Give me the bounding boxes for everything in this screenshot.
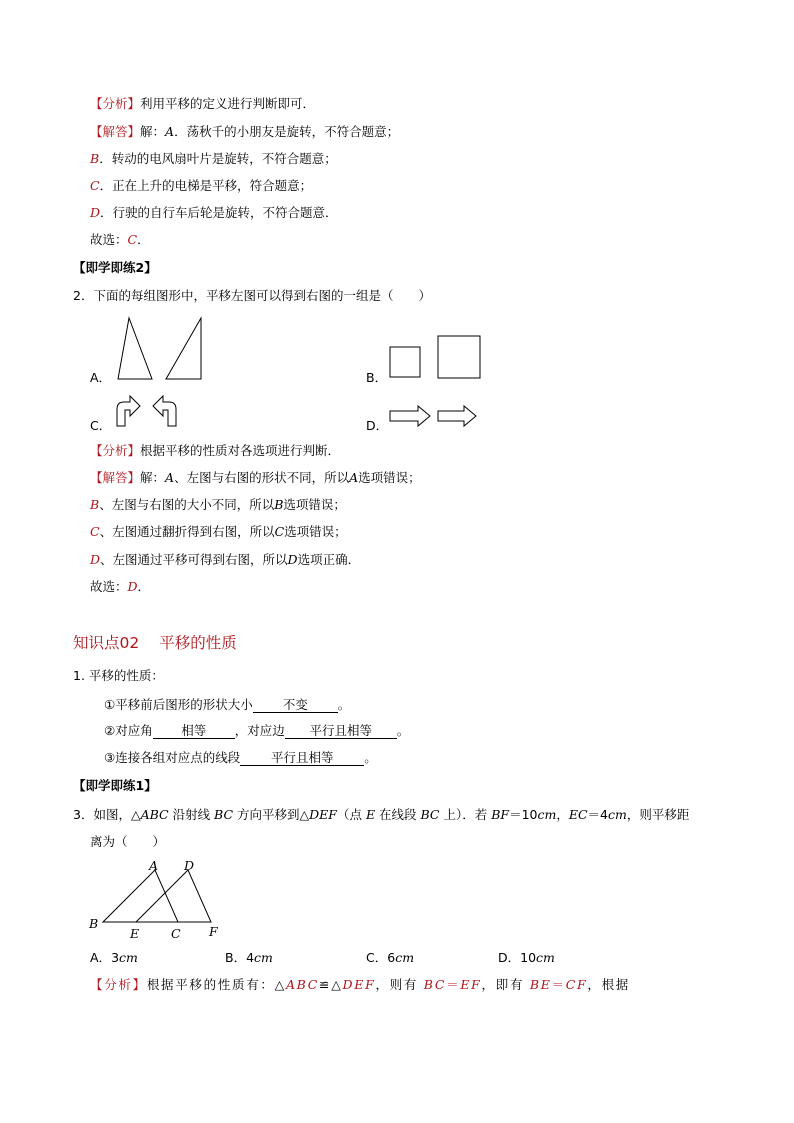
large-square-shape	[438, 336, 480, 378]
property-text: ③连接各组对应点的线段	[104, 750, 241, 765]
q-text: ，则平移距	[626, 807, 690, 822]
option-c-label: C．	[90, 418, 112, 433]
property-heading: 1. 平移的性质：	[73, 668, 164, 683]
answer-line-d	[90, 205, 338, 221]
label-a: A	[149, 858, 159, 873]
answer-text-end: 选项错误；	[283, 497, 346, 512]
analysis-var: BE	[529, 977, 552, 992]
option-unit: cm	[536, 950, 555, 965]
property-text: ②对应角	[104, 723, 153, 738]
choice-line-2	[90, 579, 150, 595]
option-num: 3	[111, 950, 120, 965]
analysis-line-1	[90, 96, 315, 112]
solution-line-d	[90, 552, 360, 568]
q-unit: cm	[608, 807, 627, 822]
option-d-figure	[388, 404, 480, 428]
q-var: BC	[214, 807, 234, 822]
analysis-var: EF	[460, 977, 482, 992]
option-b	[225, 950, 273, 966]
option-num: 4	[246, 950, 255, 965]
analysis-var: CF	[565, 977, 588, 992]
option-unit: cm	[254, 950, 273, 965]
practice-header: 【即学即练2】	[73, 260, 157, 275]
analysis-text: ≌△	[319, 977, 343, 992]
option-a-figure	[110, 315, 210, 385]
choice-letter: D	[127, 579, 138, 594]
choice-letter: C	[127, 232, 138, 247]
option-letter: C	[90, 524, 100, 539]
q-var: DEF	[309, 807, 337, 822]
answer-text: ．荡秋千的小朋友是旋转，不符合题意；	[174, 124, 400, 139]
triangle-abc-shape	[103, 870, 178, 922]
option-letter: C	[90, 178, 100, 193]
analysis-text: ，根据	[587, 977, 630, 992]
option-label: A．	[90, 950, 112, 965]
analysis-var: DEF	[342, 977, 376, 992]
question-number: 2	[73, 288, 81, 303]
analysis-text: ，则有	[375, 977, 424, 992]
property-end: 。	[396, 723, 410, 738]
q-var: BC	[420, 807, 440, 822]
analysis-tag: 【分析】	[90, 977, 147, 992]
option-num: 6	[387, 950, 396, 965]
option-letter: D	[90, 552, 101, 567]
property-2	[104, 723, 409, 739]
q-var: ABC	[140, 807, 169, 822]
property-1	[104, 697, 350, 713]
answer-text: 、左图通过平移可得到右图，所以	[100, 552, 288, 567]
option-letter-ref: C	[274, 524, 285, 539]
option-unit: cm	[395, 950, 415, 965]
question-2	[73, 288, 431, 304]
label-d: D	[184, 858, 195, 873]
answer-text: ．正在上升的电梯是平移，符合题意；	[99, 178, 313, 193]
label-c: C	[171, 926, 181, 941]
analysis-line-3	[90, 977, 630, 993]
section-subtitle: 平移的性质	[159, 634, 237, 652]
choice-suffix: ．	[137, 232, 150, 247]
analysis-var: BC	[423, 977, 447, 992]
answer-text: 、左图与右图的形状不同，所以	[174, 470, 350, 485]
answer-blank: 不变	[253, 697, 338, 713]
option-letter-ref: A	[349, 470, 359, 485]
question-3-line-1	[73, 807, 689, 823]
property-3	[104, 750, 377, 766]
q-text: 沿射线	[168, 807, 215, 822]
answer-blank: 平行且相等	[285, 723, 397, 739]
option-a	[90, 950, 138, 966]
analysis-text: ＝	[446, 977, 461, 992]
choice-line	[90, 232, 150, 248]
option-a-label: A．	[90, 370, 112, 385]
small-square-shape	[390, 347, 420, 377]
option-d	[498, 950, 555, 966]
choice-prefix: 故选：	[90, 579, 128, 594]
q-var: EC	[568, 807, 588, 822]
option-letter: A	[165, 470, 175, 485]
option-letter: B	[90, 151, 100, 166]
answer-tag: 【解答】	[90, 470, 141, 485]
practice-header: 【即学即练1】	[73, 778, 157, 793]
answer-blank: 相等	[153, 723, 235, 739]
analysis-text: 根据平移的性质对各选项进行判断．	[140, 443, 341, 458]
answer-intro: 解：	[140, 124, 166, 139]
section-number: 知识点02	[73, 634, 140, 652]
analysis-var: ABC	[285, 977, 320, 992]
answer-blank: 平行且相等	[240, 750, 364, 766]
analysis-text: 利用平移的定义进行判断即可．	[140, 96, 316, 111]
option-label: B．	[225, 950, 247, 965]
option-letter: D	[90, 205, 101, 220]
option-label: D．	[498, 950, 521, 965]
answer-text-end: 选项正确．	[297, 552, 361, 567]
analysis-text: 根据平移的性质有：△	[146, 977, 286, 992]
analysis-tag: 【分析】	[90, 443, 141, 458]
answer-intro: 解：	[140, 470, 166, 485]
section-title	[73, 633, 237, 653]
question-number: 3	[73, 807, 81, 822]
label-b: B	[89, 916, 99, 931]
q-var: E	[365, 807, 376, 822]
label-f: F	[209, 924, 218, 939]
q-text: 在线段	[375, 807, 421, 822]
property-end: 。	[364, 750, 377, 765]
choice-suffix: ．	[137, 579, 151, 594]
option-b-figure	[388, 333, 488, 383]
solution-line-c	[90, 524, 347, 540]
option-letter-ref: B	[274, 497, 284, 512]
option-label: C．	[366, 950, 388, 965]
option-d-label: D．	[366, 418, 389, 433]
bent-arrow-left-shape	[153, 396, 176, 426]
q-text: 上）．若	[439, 807, 492, 822]
q-text: ．如图，△	[80, 807, 141, 822]
answer-text: ．转动的电风扇叶片是旋转，不符合题意；	[99, 151, 337, 166]
analysis-text: ＝	[551, 977, 566, 992]
analysis-text: ，即有	[481, 977, 530, 992]
analysis-tag: 【分析】	[90, 96, 141, 111]
answer-text: 、左图与右图的大小不同，所以	[99, 497, 275, 512]
option-letter: A	[165, 124, 175, 139]
property-end: 。	[337, 697, 351, 712]
question-3-line-2: 离为（ ）	[90, 834, 166, 849]
q-text: ＝4	[587, 807, 608, 822]
q-text: 方向平移到△	[233, 807, 310, 822]
option-c-figure	[112, 393, 182, 429]
answer-tag: 【解答】	[90, 124, 141, 139]
answer-line-c	[90, 178, 312, 194]
q-text: （点	[336, 807, 366, 822]
option-c	[366, 950, 414, 966]
block-arrow-2-shape	[438, 406, 476, 426]
option-num: 10	[520, 950, 537, 965]
choice-prefix: 故选：	[90, 232, 128, 247]
option-unit: cm	[119, 950, 138, 965]
answer-text: ．行驶的自行车后轮是旋转，不符合题意．	[100, 205, 338, 220]
property-text: ①平移前后图形的形状大小	[104, 697, 253, 712]
right-triangle-shape	[166, 318, 201, 379]
q-var: BF	[491, 807, 510, 822]
option-b-label: B．	[366, 370, 388, 385]
property-mid: ，对应边	[234, 723, 285, 738]
question-text: ．下面的每组图形中，平移左图可以得到右图的一组是（ ）	[80, 288, 431, 303]
bent-arrow-right-shape	[117, 396, 140, 426]
q-unit: cm	[537, 807, 557, 822]
tall-triangle-shape	[118, 318, 152, 379]
answer-line-b	[90, 151, 337, 167]
answer-text: 、左图通过翻折得到右图，所以	[99, 524, 275, 539]
block-arrow-1-shape	[390, 406, 430, 426]
answer-line-a	[90, 124, 399, 140]
q-text: ，	[556, 807, 569, 822]
analysis-line-2	[90, 443, 340, 459]
solution-line-a	[90, 470, 421, 486]
solution-line-b	[90, 497, 346, 513]
label-e: E	[130, 926, 140, 941]
q-text: ＝10	[509, 807, 538, 822]
option-letter-ref: D	[287, 552, 298, 567]
answer-text-end: 选项错误；	[284, 524, 347, 539]
option-letter: B	[90, 497, 100, 512]
answer-text-end: 选项错误；	[358, 470, 421, 485]
